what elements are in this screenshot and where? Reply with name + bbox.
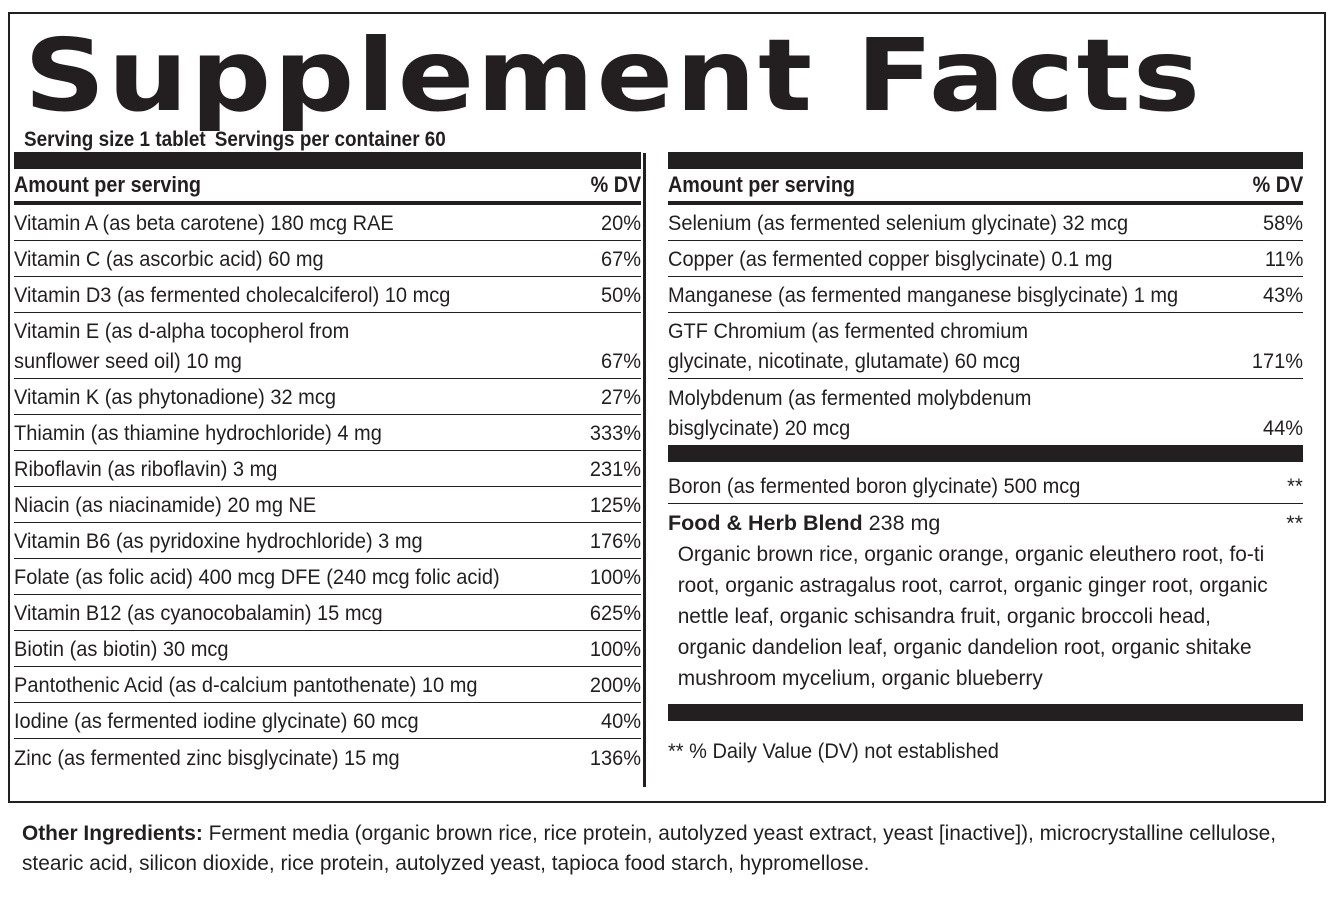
nutrient-dv: 100% — [589, 565, 641, 589]
nutrient-dv: 100% — [589, 637, 641, 661]
nutrient-name: Boron (as fermented boron glycinate) 500 mcg — [668, 474, 1081, 498]
nutrient-row — [14, 415, 641, 451]
nutrient-name: GTF Chromium (as fermented chromium glycinate, nicotinate, glutamate) 60 mcg — [668, 319, 1028, 373]
nutrient-name: Vitamin B6 (as pyridoxine hydrochloride) 3 mg — [14, 529, 423, 553]
column-header — [14, 169, 641, 205]
thick-rule — [668, 704, 1303, 721]
blend-header — [668, 508, 1303, 539]
nutrient-dv: 43% — [1262, 283, 1303, 307]
other-ingredients — [22, 818, 1283, 878]
nutrient-dv: 625% — [589, 601, 641, 625]
nutrient-dv: 136% — [589, 746, 641, 770]
nutrient-dv: 44% — [1262, 416, 1303, 440]
dv-header: % DV — [1252, 172, 1303, 197]
nutrient-list — [668, 205, 1303, 445]
nutrient-name: Biotin (as biotin) 30 mcg — [14, 637, 229, 661]
servings-per-container: Servings per container 60 — [214, 128, 446, 151]
nutrient-name: Vitamin K (as phytonadione) 32 mcg — [14, 385, 336, 409]
boron-row — [668, 462, 1303, 504]
nutrient-name: Pantothenic Acid (as d-calcium pantothenate) 10 mg — [14, 673, 478, 697]
nutrient-row — [14, 487, 641, 523]
nutrient-row — [14, 523, 641, 559]
blend-title — [668, 508, 940, 539]
thick-rule — [668, 445, 1303, 462]
dv-header: % DV — [590, 172, 641, 197]
nutrient-dv: 67% — [600, 247, 641, 271]
nutrient-dv: 176% — [589, 529, 641, 553]
nutrient-row — [14, 703, 641, 739]
nutrient-row — [14, 277, 641, 313]
blend-amount: 238 mg — [868, 511, 941, 535]
nutrient-row — [14, 559, 641, 595]
nutrient-row — [14, 739, 641, 775]
nutrient-name: Thiamin (as thiamine hydrochloride) 4 mg — [14, 421, 382, 445]
nutrient-row — [14, 205, 641, 241]
amount-header: Amount per serving — [668, 172, 856, 197]
nutrient-name: Selenium (as fermented selenium glycinate) 32 mcg — [668, 211, 1129, 235]
nutrient-dv: 231% — [589, 457, 641, 481]
nutrient-dv: 58% — [1262, 211, 1303, 235]
right-column — [668, 152, 1303, 764]
nutrient-row — [14, 241, 641, 277]
serving-size: Serving size 1 tablet — [24, 128, 206, 151]
nutrient-dv: 20% — [600, 211, 641, 235]
nutrient-name: Manganese (as fermented manganese bisglycinate) 1 mg — [668, 283, 1179, 307]
thick-rule — [668, 152, 1303, 169]
column-divider — [643, 153, 646, 787]
nutrient-name: Vitamin B12 (as cyanocobalamin) 15 mcg — [14, 601, 383, 625]
nutrient-dv: 40% — [600, 709, 641, 733]
nutrient-name: Vitamin D3 (as fermented cholecalciferol) 10 mcg — [14, 283, 451, 307]
nutrient-name: Zinc (as fermented zinc bisglycinate) 15 mg — [14, 746, 400, 770]
nutrient-name: Riboflavin (as riboflavin) 3 mg — [14, 457, 278, 481]
nutrient-name: Molybdenum (as fermented molybdenum bisglycinate) 20 mcg — [668, 386, 1032, 440]
nutrient-list — [14, 205, 641, 775]
nutrient-dv: 125% — [589, 493, 641, 517]
left-column — [14, 152, 641, 775]
nutrient-name: Vitamin E (as d-alpha tocopherol from sunflower seed oil) 10 mg — [14, 319, 350, 373]
amount-header: Amount per serving — [14, 172, 202, 197]
column-header — [668, 169, 1303, 205]
other-ingredients-label: Other Ingredients: — [22, 821, 203, 845]
other-ingredients-text: Ferment media (organic brown rice, rice protein, autolyzed yeast extract, yeast [inactive]), microcrystalline cellulose, stearic acid, silicon dioxide, rice protein, autolyzed yeast, tapioca food starch, hypromellose. — [22, 821, 1277, 875]
nutrient-row — [668, 313, 1303, 379]
thick-rule — [14, 152, 641, 169]
nutrient-name: Copper (as fermented copper bisglycinate) 0.1 mg — [668, 247, 1113, 271]
nutrient-name: Iodine (as fermented iodine glycinate) 60 mcg — [14, 709, 419, 733]
nutrient-dv: 200% — [589, 673, 641, 697]
nutrient-row — [14, 667, 641, 703]
nutrient-dv: 333% — [589, 421, 641, 445]
nutrient-row — [14, 379, 641, 415]
nutrient-dv: 11% — [1264, 247, 1303, 271]
nutrient-dv: 27% — [600, 385, 641, 409]
nutrient-dv: ** — [1287, 474, 1303, 498]
food-herb-blend — [668, 504, 1303, 694]
nutrient-dv: 50% — [600, 283, 641, 307]
serving-info — [24, 128, 446, 152]
nutrient-name: Niacin (as niacinamide) 20 mg NE — [14, 493, 317, 517]
nutrient-dv: 171% — [1251, 349, 1303, 373]
blend-dv: ** — [1286, 511, 1303, 535]
nutrient-row — [668, 379, 1303, 445]
nutrient-name: Vitamin A (as beta carotene) 180 mcg RAE — [14, 211, 394, 235]
nutrient-row — [668, 241, 1303, 277]
nutrient-dv: 67% — [600, 349, 641, 373]
panel-title: Supplement Facts — [24, 17, 1203, 134]
blend-ingredients: Organic brown rice, organic orange, organic eleuthero root, fo-ti root, organic astragalus root, carrot, organic ginger root, organic nettle leaf, organic schisandra fruit, organic broccoli head, organic dandelion leaf, organic dandelion root, organic shitake mushroom mycelium, organic blueberry — [677, 542, 1268, 690]
dv-footnote: ** % Daily Value (DV) not established — [668, 739, 999, 763]
nutrient-name: Vitamin C (as ascorbic acid) 60 mg — [14, 247, 324, 271]
nutrient-row — [668, 277, 1303, 313]
nutrient-row — [14, 451, 641, 487]
nutrient-row — [14, 631, 641, 667]
nutrient-row — [14, 313, 641, 379]
nutrient-row — [668, 205, 1303, 241]
blend-name: Food & Herb Blend — [668, 511, 863, 535]
nutrient-name: Folate (as folic acid) 400 mcg DFE (240 mcg folic acid) — [14, 565, 500, 589]
nutrient-row — [14, 595, 641, 631]
